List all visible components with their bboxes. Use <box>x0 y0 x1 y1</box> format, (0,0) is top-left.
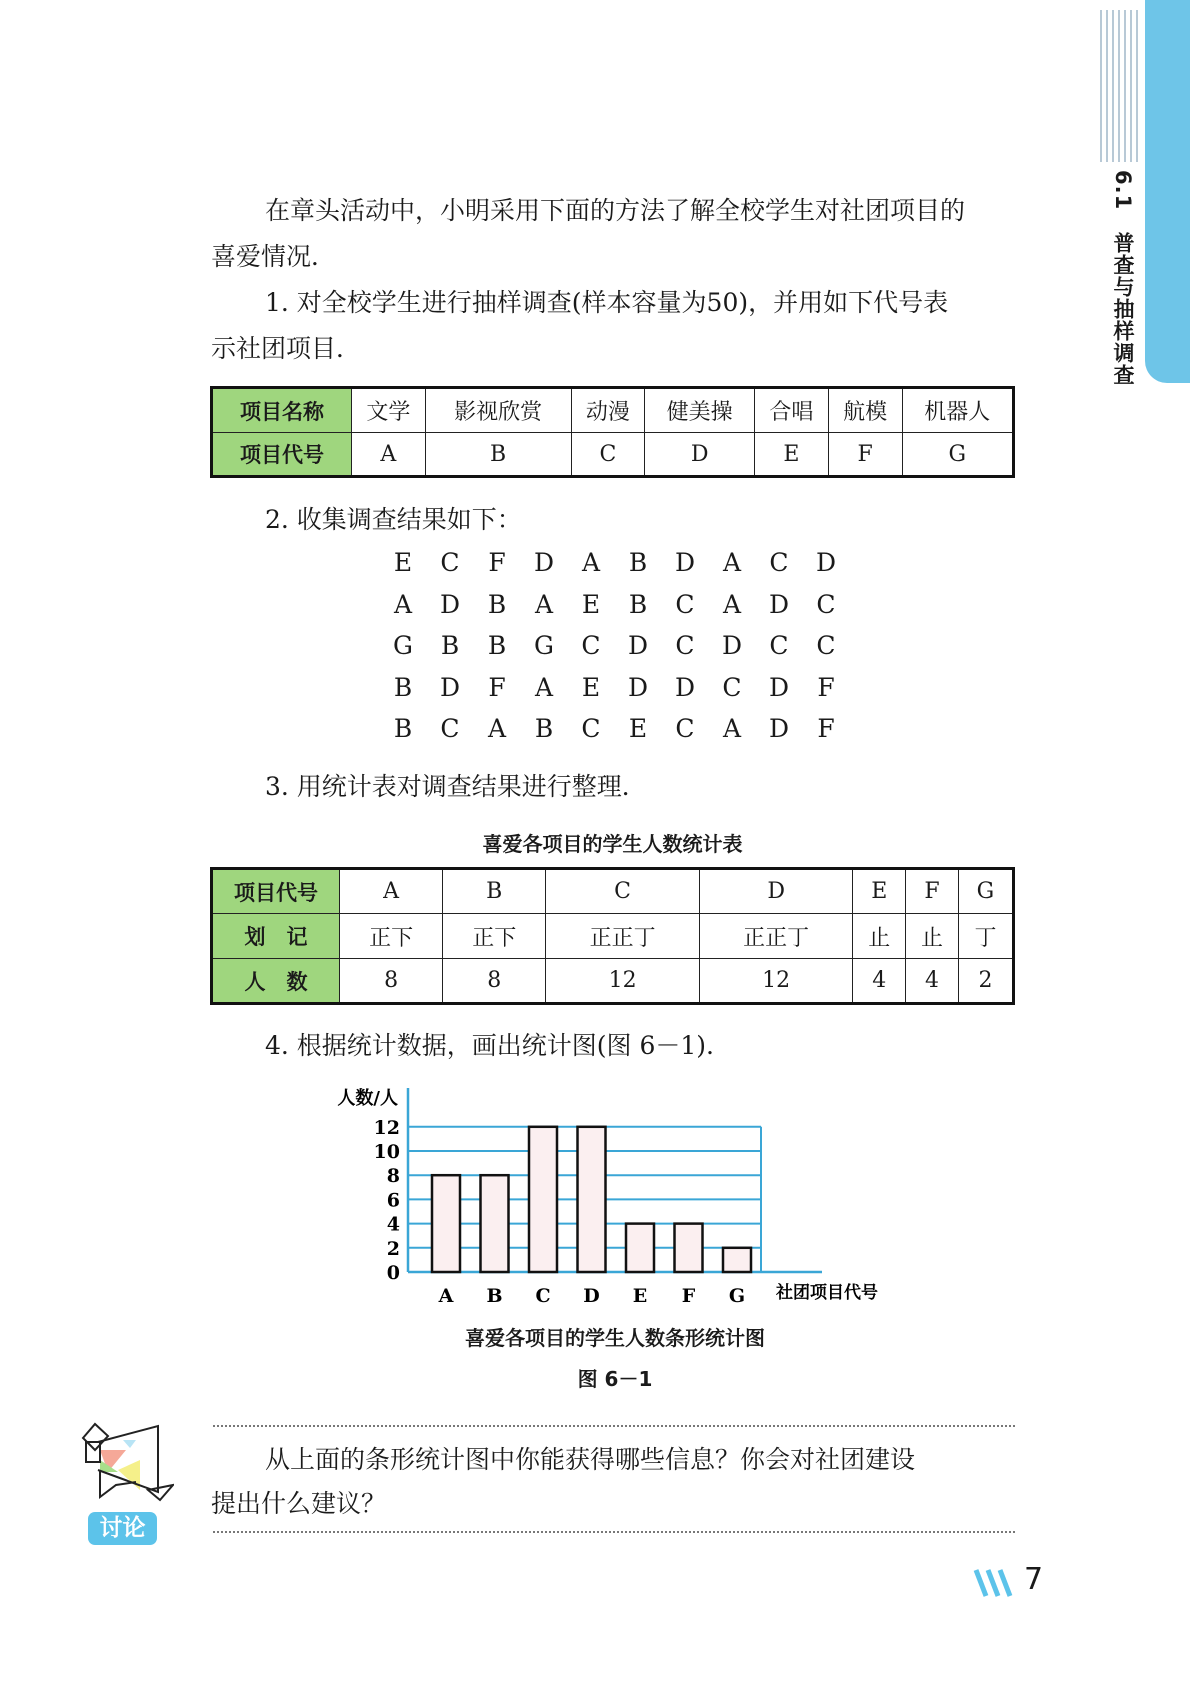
result-letter: F <box>817 672 835 702</box>
section-title: 普查与抽样调查 <box>1111 232 1135 387</box>
result-letter: E <box>393 548 413 577</box>
result-letter: F <box>488 672 506 702</box>
bar-F <box>675 1224 703 1272</box>
count-cell: 4 <box>853 959 906 1004</box>
step3-text: 3. 用统计表对调查结果进行整理． <box>265 772 647 801</box>
page-stripes-icon <box>972 1568 1022 1598</box>
bar-B <box>481 1175 509 1272</box>
result-letter: A <box>722 548 742 577</box>
result-letter: F <box>817 714 835 744</box>
step2-text: 2. 收集调查结果如下： <box>265 505 522 534</box>
x-tick-label: A <box>438 1285 454 1307</box>
tallie-cell: 正下 <box>340 914 443 959</box>
result-letter: G <box>393 631 413 661</box>
row-header-count: 人 数 <box>212 959 340 1004</box>
project-name-cell: 文学 <box>352 388 426 433</box>
y-tick-label: 4 <box>386 1213 400 1236</box>
x-tick-label: D <box>583 1285 600 1307</box>
result-letter: C <box>675 589 695 619</box>
y-tick-label: 0 <box>386 1262 400 1284</box>
tallie-cell: 丁 <box>958 914 1013 959</box>
y-tick-label: 12 <box>373 1116 400 1139</box>
result-letter: D <box>768 589 790 619</box>
result-letter: D <box>768 672 790 702</box>
result-letter: C <box>722 672 742 702</box>
result-letter: F <box>488 548 506 577</box>
result-letter: C <box>769 631 789 661</box>
result-letter: B <box>628 548 648 577</box>
result-letter: C <box>816 589 836 619</box>
project-code-cell: B <box>425 433 571 477</box>
result-letter: D <box>439 672 461 702</box>
result-letter: B <box>534 714 554 744</box>
code-cell: D <box>699 869 853 914</box>
result-letter: C <box>581 714 601 744</box>
result-letter: B <box>487 631 507 661</box>
result-letter: D <box>627 672 649 702</box>
divider-top <box>213 1425 1015 1427</box>
result-letter: A <box>393 589 413 619</box>
divider-bottom <box>213 1531 1015 1533</box>
chart-title: 喜爱各项目的学生人数条形统计图 <box>465 1326 765 1350</box>
result-letter: E <box>581 589 601 619</box>
count-cell: 8 <box>340 959 443 1004</box>
bar-A <box>432 1175 460 1272</box>
tallie-cell: 正正丁 <box>546 914 700 959</box>
result-letter: B <box>487 589 507 619</box>
project-code-cell: A <box>352 433 426 477</box>
project-name-cell: 机器人 <box>902 388 1013 433</box>
project-code-cell: E <box>755 433 829 477</box>
y-tick-label: 8 <box>386 1165 400 1188</box>
discussion-badge: 讨论 <box>88 1512 157 1545</box>
project-name-cell: 影视欣赏 <box>425 388 571 433</box>
result-letter: B <box>440 631 460 661</box>
x-tick-label: G <box>728 1285 746 1307</box>
result-letter: C <box>440 714 460 744</box>
code-cell: C <box>546 869 700 914</box>
project-name-cell: 动漫 <box>571 388 645 433</box>
bar-G <box>723 1248 751 1272</box>
result-letter: D <box>627 631 649 661</box>
result-letter: D <box>768 714 790 744</box>
intro-line-2: 喜爱情况． <box>211 242 337 271</box>
y-tick-label: 6 <box>386 1189 400 1212</box>
x-tick-label: F <box>681 1285 696 1307</box>
row-header-name: 项目名称 <box>212 388 352 433</box>
discussion-tangram-icon <box>78 1410 174 1510</box>
code-cell: A <box>340 869 443 914</box>
result-letter: D <box>674 548 696 577</box>
result-letter: C <box>769 548 789 577</box>
discussion-line-2: 提出什么建议？ <box>211 1489 387 1518</box>
y-tick-label: 10 <box>373 1141 400 1163</box>
section-number: 6.1 <box>1111 170 1135 211</box>
count-cell: 8 <box>443 959 546 1004</box>
result-letter: B <box>628 589 648 619</box>
result-letter: C <box>675 714 695 744</box>
discussion-line-1: 从上面的条形统计图中你能获得哪些信息？你会对社团建设 <box>265 1445 916 1474</box>
result-letter: C <box>675 631 695 661</box>
result-letter: B <box>393 672 413 702</box>
step4-text: 4. 根据统计数据，画出统计图(图 6－1)． <box>265 1031 732 1060</box>
project-name-cell: 航模 <box>828 388 902 433</box>
bar-D <box>578 1127 606 1272</box>
project-name-cell: 健美操 <box>645 388 755 433</box>
result-letter: D <box>674 672 696 702</box>
count-cell: 4 <box>906 959 959 1004</box>
result-letter: A <box>581 548 601 577</box>
result-letter: A <box>722 589 742 619</box>
result-letter: E <box>628 714 648 744</box>
step1-line-2: 示社团项目． <box>211 334 362 363</box>
step1-line-1: 1. 对全校学生进行抽样调查(样本容量为50)，并用如下代号表 <box>265 288 949 317</box>
result-letter: G <box>534 631 554 661</box>
result-letter: D <box>815 548 837 577</box>
result-letter: C <box>440 548 460 577</box>
project-code-cell: D <box>645 433 755 477</box>
result-letter: B <box>393 714 413 744</box>
intro-line-1: 在章头活动中，小明采用下面的方法了解全校学生对社团项目的 <box>265 196 966 225</box>
code-cell: E <box>853 869 906 914</box>
project-code-cell: C <box>571 433 645 477</box>
tally-table-title: 喜爱各项目的学生人数统计表 <box>482 832 743 856</box>
bar-C <box>529 1127 557 1272</box>
result-letter: D <box>439 589 461 619</box>
tallie-cell: 正正丁 <box>699 914 853 959</box>
x-tick-label: B <box>486 1285 503 1307</box>
x-axis-label: 社团项目代号 <box>776 1283 878 1303</box>
count-cell: 12 <box>699 959 853 1004</box>
result-letter: C <box>816 631 836 661</box>
tallie-cell: 正下 <box>443 914 546 959</box>
result-letter: A <box>534 589 554 619</box>
result-letter: D <box>533 548 555 577</box>
count-cell: 12 <box>546 959 700 1004</box>
y-axis-label: 人数/人 <box>337 1088 398 1109</box>
result-letter: C <box>581 631 601 661</box>
project-name-cell: 合唱 <box>755 388 829 433</box>
tallie-cell: 止 <box>853 914 906 959</box>
result-letter: A <box>487 714 507 744</box>
result-letter: D <box>721 631 743 661</box>
project-code-cell: G <box>902 433 1013 477</box>
bar-E <box>626 1224 654 1272</box>
tallie-cell: 止 <box>906 914 959 959</box>
count-cell: 2 <box>958 959 1013 1004</box>
row-header-tally: 划 记 <box>212 914 340 959</box>
code-cell: G <box>958 869 1013 914</box>
y-tick-label: 2 <box>386 1237 400 1260</box>
result-letter: A <box>534 672 554 702</box>
row-header-code: 项目代号 <box>212 869 340 914</box>
figure-label: 图 6－1 <box>577 1367 653 1391</box>
page-number: 7 <box>1024 1562 1044 1597</box>
code-cell: B <box>443 869 546 914</box>
x-tick-label: C <box>535 1285 551 1307</box>
result-letter: A <box>722 714 742 744</box>
code-cell: F <box>906 869 959 914</box>
x-tick-label: E <box>632 1285 648 1307</box>
row-header-code: 项目代号 <box>212 433 352 477</box>
result-letter: E <box>581 672 601 702</box>
project-code-cell: F <box>828 433 902 477</box>
